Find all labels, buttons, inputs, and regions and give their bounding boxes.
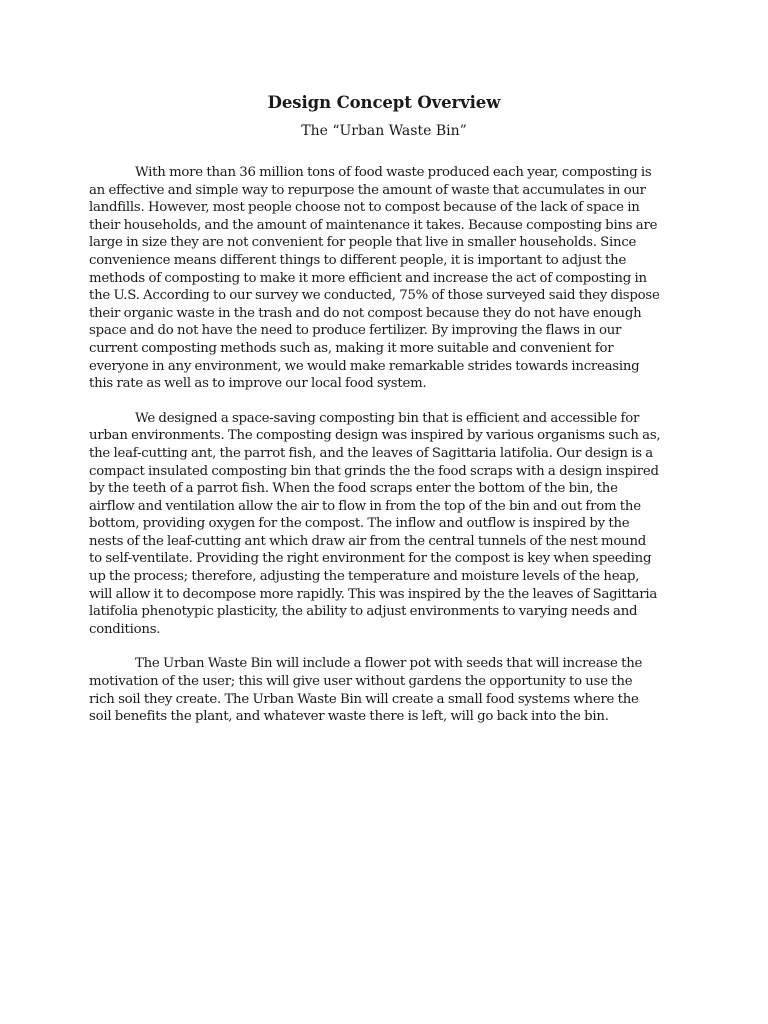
- document-title: Design Concept Overview: [267, 93, 501, 112]
- paragraph-3: The Urban Waste Bin will include a flower pot with seeds that will increase the motivation of the user; this will give user without gardens the opportunity to use the rich soil they create. The Urban Waste Bin will create a small food systems where the soil benefits the plant, and whatever waste there is left, will go back into the bin.: [89, 656, 643, 725]
- document-body: [89, 164, 661, 743]
- paragraph-1: With more than 36 million tons of food waste produced each year, composting is an effective and simple way to repurpose the amount of waste that accumulates in our landfills. However, most people choose not to compost because of the lack of space in their households, and the amount of maintenance it takes. Because composting bins are large in size they are not convenient for people that live in smaller households. Since convenience means different things to different people, it is important to adjust the methods of composting to make it more efficient and increase the act of composting in the U.S. According to our survey we conducted, 75% of those surveyed said they dispose their organic waste in the trash and do not compost because they do not have enough space and do not have the need to produce fertilizer. By improving the flaws in our current composting methods such as, making it more suitable and convenient for everyone in any environment, we would make remarkable strides towards increasing this rate as well as to improve our local food system.: [89, 165, 660, 392]
- document-subtitle: The “Urban Waste Bin”: [301, 123, 467, 139]
- paragraph-2: We designed a space-saving composting bin that is efficient and accessible for urban environments. The composting design was inspired by various organisms such as, the leaf-cutting ant, the parrot fish, and the leaves of Sagittaria latifolia. Our design is a compact insulated composting bin that grinds the the food scraps with a design inspired by the teeth of a parrot fish. When the food scraps enter the bottom of the bin, the airflow and ventilation allow the air to flow in from the top of the bin and out from the bottom, providing oxygen for the compost. The inflow and outflow is inspired by the nests of the leaf-cutting ant which draw air from the central tunnels of the nest mound to self-ventilate. Providing the right environment for the compost is key when speeding up the process; therefore, adjusting the temperature and moisture levels of the heap, will allow it to decompose more rapidly. This was inspired by the the leaves of Sagittaria latifolia phenotypic plasticity, the ability to adjust environments to varying needs and conditions.: [89, 410, 661, 637]
